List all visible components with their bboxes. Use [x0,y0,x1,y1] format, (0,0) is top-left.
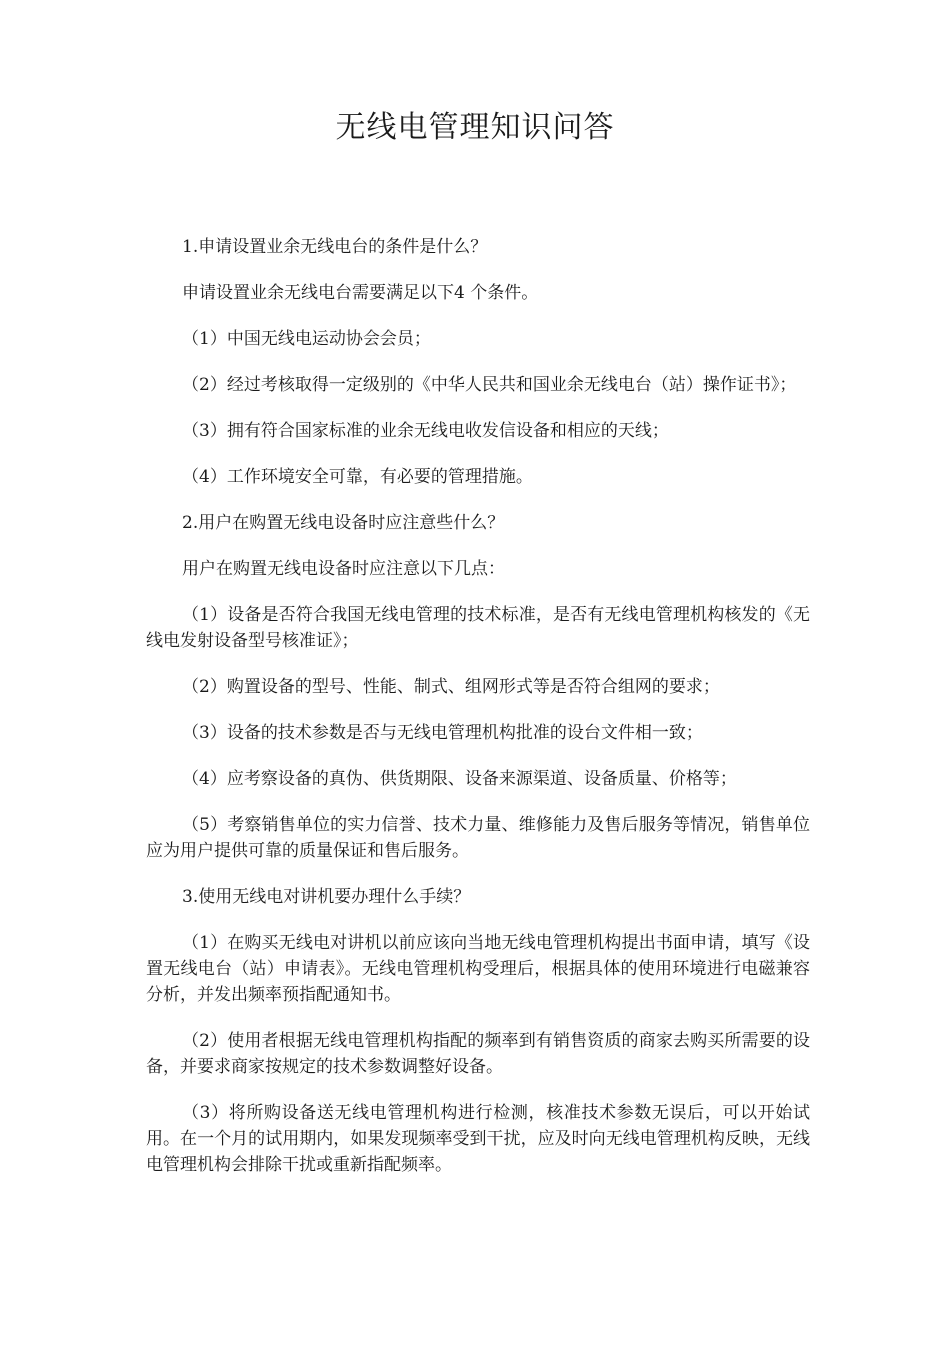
document-body [146,234,810,1198]
answer-3-item-2: （2）使用者根据无线电管理机构指配的频率到有销售资质的商家去购买所需要的设备，并要求商家按规定的技术参数调整好设备。 [146,1031,810,1077]
answer-1-item-4: （4）工作环境安全可靠，有必要的管理措施。 [182,467,533,487]
answer-2-item-2: （2）购置设备的型号、性能、制式、组网形式等是否符合组网的要求； [182,677,720,697]
answer-3-item-1: （1）在购买无线电对讲机以前应该向当地无线电管理机构提出书面申请，填写《设置无线电台（站）申请表》。无线电管理机构受理后，根据具体的使用环境进行电磁兼容分析，并发出频率预指配通知书。 [146,933,810,1005]
answer-1-item-2: （2）经过考核取得一定级别的《中华人民共和国业余无线电台（站）操作证书》； [182,375,797,395]
answer-2-intro: 用户在购置无线电设备时应注意以下几点： [182,559,505,579]
answer-1-item-3: （3）拥有符合国家标准的业余无线电收发信设备和相应的天线； [182,421,669,441]
document-title: 无线电管理知识问答 [335,110,615,145]
question-3: 3.使用无线电对讲机要办理什么手续？ [182,887,471,907]
answer-2-item-3: （3）设备的技术参数是否与无线电管理机构批准的设台文件相一致； [182,723,703,743]
answer-1-item-1: （1）中国无线电运动协会会员； [182,329,431,349]
answer-2-item-5: （5）考察销售单位的实力信誉、技术力量、维修能力及售后服务等情况，销售单位应为用户提供可靠的质量保证和售后服务。 [146,815,810,861]
answer-3-item-3: （3）将所购设备送无线电管理机构进行检测，核准技术参数无误后，可以开始试用。在一个月的试用期内，如果发现频率受到干扰，应及时向无线电管理机构反映，无线电管理机构会排除干扰或重新指配频率。 [146,1103,810,1175]
answer-1-intro: 申请设置业余无线电台需要满足以下4 个条件。 [182,283,539,303]
question-1: 1.申请设置业余无线电台的条件是什么？ [182,237,488,257]
answer-2-item-1: （1）设备是否符合我国无线电管理的技术标准，是否有无线电管理机构核发的《无线电发射设备型号核准证》； [146,605,810,651]
answer-2-item-4: （4）应考察设备的真伪、供货期限、设备来源渠道、设备质量、价格等； [182,769,737,789]
question-2: 2.用户在购置无线电设备时应注意些什么？ [182,513,505,533]
